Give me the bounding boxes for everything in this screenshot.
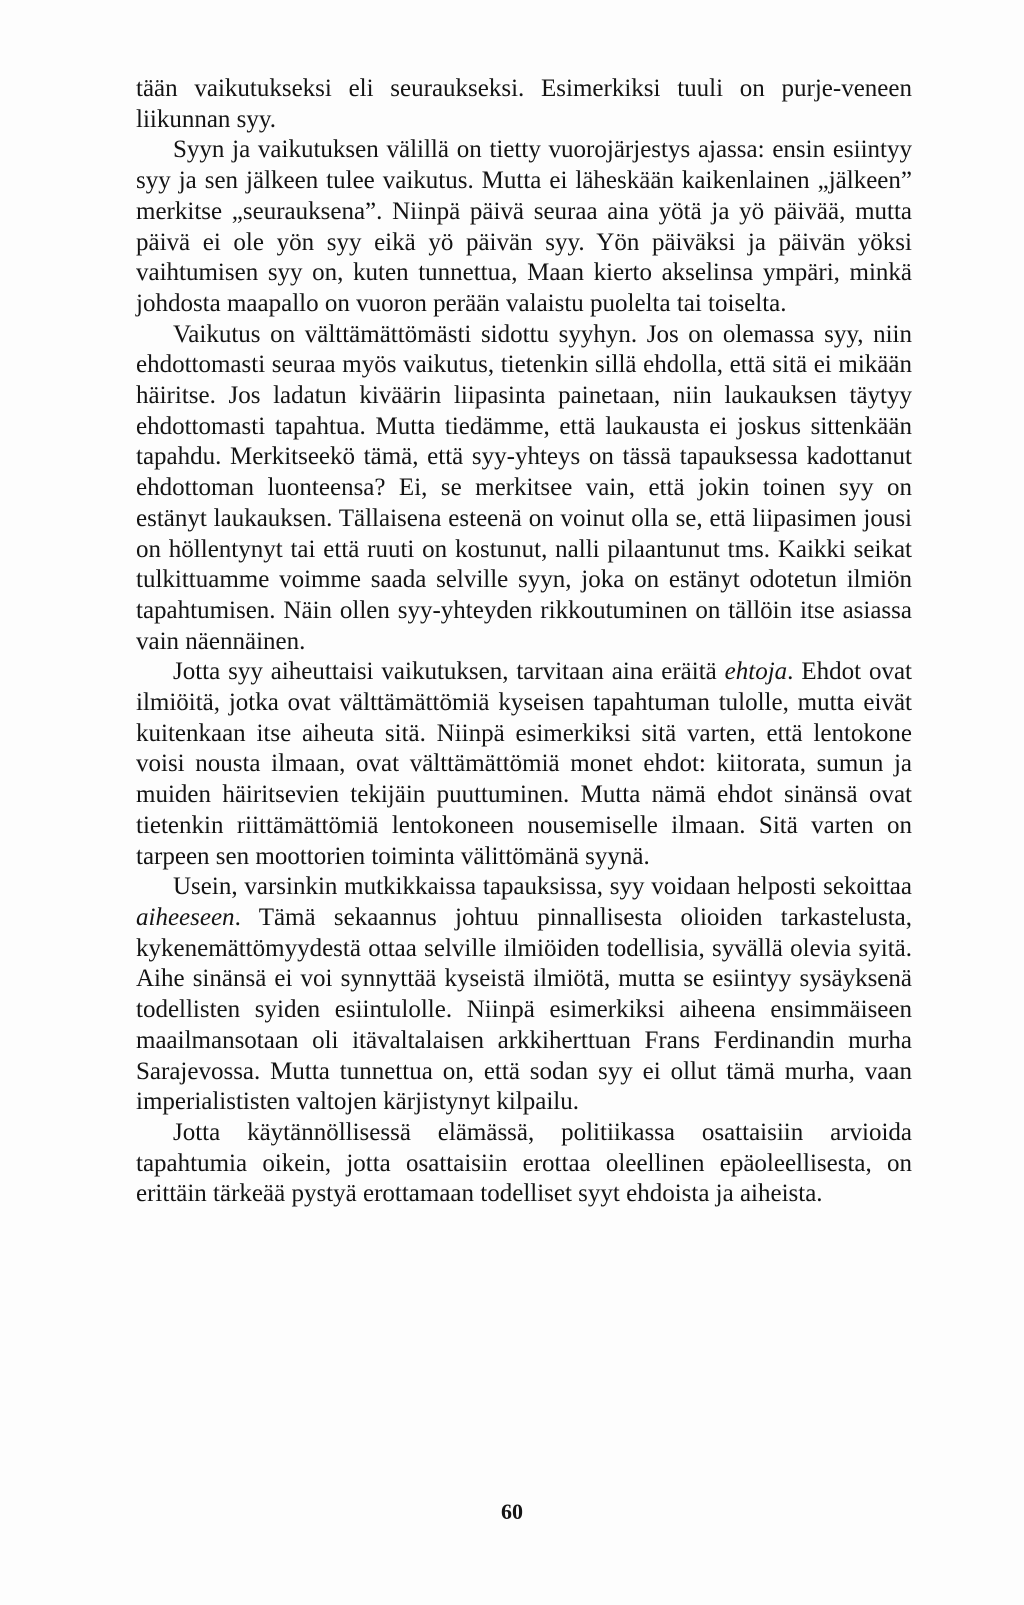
paragraph <box>136 1118 912 1210</box>
italic-term: ehtoja <box>724 658 788 686</box>
text-run: . Tämä sekaannus johtuu pinnallisesta olioiden tarkastelusta, kykenemättömyydestä ottaa selville ilmiöiden todellisia, syvällä olevia syitä. Aihe sinänsä ei voi synnyttää kyseistä ilmiötä, mutta se esiintyy sysäyksenä todellisten syiden esiintulolle. Niinpä esimerkiksi aiheena ensimmäiseen maailmansotaan oli itävaltalaisen arkkiherttuan Frans Ferdinandin murha Sarajevossa. Mutta tunnettua on, että sodan syy ei ollut tämä murha, vaan imperialististen valtojen kärjistynyt kilpailu. <box>136 903 912 1116</box>
paragraph <box>136 320 912 658</box>
text-run: Jotta käytännöllisessä elämässä, politiikassa osattaisiin arvioida tapahtumia oikein, jotta osattaisiin erottaa oleellinen epäoleellisesta, on erittäin tärkeää pystyä erottamaan todelliset syyt ehdoista ja aiheista. <box>136 1118 912 1208</box>
text-run: Vaikutus on välttämättömästi sidottu syyhyn. Jos on olemassa syy, niin ehdottomasti seuraa myös vaikutus, tietenkin sillä ehdolla, että sitä ei mikään häiritse. Jos ladatun kiväärin liipasinta painetaan, niin laukauksen täytyy ehdottomasti tapahtua. Mutta tiedämme, että laukausta ei joskus sittenkään tapahdu. Merkitseekö tämä, että syy-yhteys on tässä tapauksessa kadottanut ehdottoman luonteensa? Ei, se merkitsee vain, että jokin toinen syy on estänyt laukauksen. Tällaisena esteenä on voinut olla se, että liipasimen jousi on höllentynyt tai että ruuti on kostunut, nalli pilaantunut tms. Kaikki seikat tulkittuamme voimme saada selville syyn, joka on estänyt odotetun ilmiön tapahtumisen. Näin ollen syy-yhteyden rikkoutuminen on tällöin itse asiassa vain näennäinen. <box>136 320 912 655</box>
text-run: . Ehdot ovat ilmiöitä, jotka ovat välttämättömiä kyseisen tapahtuman tulolle, mutta eivät kuitenkaan itse aiheuta sitä. Niinpä esimerkiksi sitä varten, että lentokone voisi nousta ilmaan, ovat välttämättömiä monet ehdot: kiitorata, sumun ja muiden häiritsevien tekijäin puuttuminen. Mutta nämä ehdot sinänsä ovat tietenkin riittämättömiä lentokoneen nousemiselle ilmaan. Sitä varten on tarpeen sen moottorien toiminta välittömänä syynä. <box>136 658 912 870</box>
body-text <box>136 74 912 1210</box>
italic-term: aiheeseen <box>136 903 235 931</box>
page-number: 60 <box>501 1499 523 1524</box>
text-run: tään vaikutukseksi eli seuraukseksi. Esimerkiksi tuuli on purje-veneen liikunnan syy. <box>136 75 912 133</box>
text-run: Jotta syy aiheuttaisi vaikutuksen, tarvitaan aina eräitä <box>173 658 725 686</box>
text-run: Syyn ja vaikutuksen välillä on tietty vuorojärjestys ajassa: ensin esiintyy syy ja sen jälkeen tulee vaikutus. Mutta ei läheskään kaikenlainen „jälkeen” merkitse „seurauksena”. Niinpä päivä seuraa aina yötä ja yö päivää, mutta päivä ei ole yön syy eikä yö päivän syy. Yön päiväksi ja päivän yöksi vaihtumisen syy on, kuten tunnettua, Maan kierto akselinsa ympäri, minkä johdosta maapallo on vuoron perään valaistu puolelta tai toiselta. <box>136 136 912 317</box>
text-run: Usein, varsinkin mutkikkaissa tapauksissa, syy voidaan helposti sekoittaa <box>173 873 912 901</box>
paragraph <box>136 74 912 135</box>
paragraph <box>136 657 912 872</box>
paragraph <box>136 135 912 319</box>
paragraph <box>136 872 912 1118</box>
